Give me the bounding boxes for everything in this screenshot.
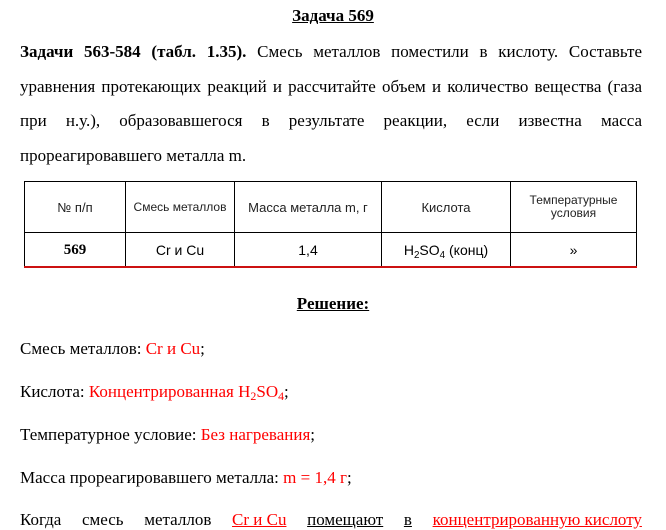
word-2: смесь (81, 510, 124, 529)
word-5: помещают (307, 510, 384, 529)
acid-value-b: SO (256, 382, 279, 401)
acid-end: ; (284, 382, 289, 401)
cell-acid (382, 233, 511, 268)
table-row (25, 233, 637, 268)
header-num: № п/п (25, 182, 126, 233)
temp-value: Без нагревания (200, 425, 311, 444)
problem-range: Задачи 563-584 (табл. 1.35). (20, 42, 247, 61)
acid-value-sub2: 4 (278, 389, 285, 403)
solution-title: Решение: (296, 294, 370, 313)
table-header-row (25, 182, 637, 233)
header-acid: Кислота (382, 182, 511, 233)
table-underline (24, 266, 637, 268)
mass-label: Масса прореагировавшего металла: (20, 468, 284, 487)
header-temp: Температурные условия (511, 182, 637, 233)
acid-h: H (403, 242, 414, 258)
acid-so: SO (419, 242, 440, 258)
cell-temp: » (511, 233, 637, 268)
acid-sub-2: 2 (413, 250, 420, 261)
mass-value: m = 1,4 г (283, 468, 347, 487)
problem-title: Задача 569 (292, 6, 374, 25)
mix-end: ; (200, 339, 205, 358)
word-4: Cr и Cu (232, 510, 287, 529)
acid-value-a: Концентрированная H (88, 382, 251, 401)
acid-label: Кислота: (20, 382, 89, 401)
word-1: Когда (20, 510, 62, 529)
data-table (24, 181, 637, 268)
word-6: в (403, 510, 412, 529)
word-7: концентрированную кислоту (432, 510, 642, 529)
header-mass: Масса металла m, г (235, 182, 382, 233)
solution-text-line (20, 510, 642, 530)
temp-label: Температурное условие: (20, 425, 201, 444)
solution-acid-line (20, 382, 289, 402)
solution-temp-line (20, 425, 315, 445)
problem-text: Смесь металлов поместили в кислоту. Составьте уравнения протекающих реакций и рассчитайте объем и количество вещества (газа при н.у.), образовавшегося в результате реакции, если известна масса прореагировавшего металла m. (20, 42, 643, 165)
problem-statement (20, 35, 642, 173)
header-mix: Смесь металлов (126, 182, 235, 233)
mix-label: Смесь металлов: (20, 339, 146, 358)
acid-tail: (конц) (445, 242, 489, 258)
acid-value (89, 382, 284, 401)
mass-end: ; (346, 468, 352, 487)
word-3: металлов (144, 510, 212, 529)
cell-num: 569 (25, 233, 126, 268)
acid-sub-4: 4 (439, 250, 446, 261)
temp-end: ; (310, 425, 316, 444)
solution-mix-line (20, 339, 205, 359)
acid-value-sub1: 2 (250, 389, 257, 403)
solution-mass-line (20, 468, 352, 488)
mix-value: Cr и Cu (145, 339, 201, 358)
cell-mass: 1,4 (235, 233, 382, 268)
cell-mix: Cr и Cu (126, 233, 235, 268)
